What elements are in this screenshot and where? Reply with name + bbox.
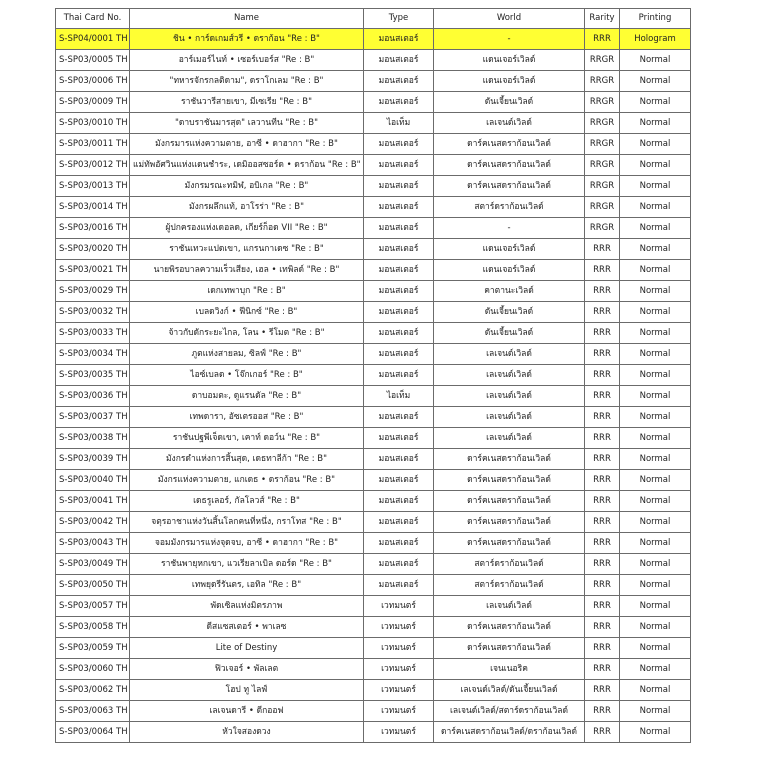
cell-printing: Normal — [620, 407, 691, 428]
table-row — [56, 533, 691, 554]
cell-world: เจนเนอริค — [434, 659, 585, 680]
table-row — [56, 659, 691, 680]
cell-world: ดาร์คเนสดราก้อนเวิลด์ — [434, 134, 585, 155]
cell-rarity: RRR — [585, 638, 620, 659]
cell-world: แดนเจอร์เวิลด์ — [434, 239, 585, 260]
cell-type: มอนสเตอร์ — [364, 92, 434, 113]
cell-rarity: RRR — [585, 575, 620, 596]
cell-world: เลเจนด์เวิลด์/สตาร์ดราก้อนเวิลด์ — [434, 701, 585, 722]
table-row — [56, 407, 691, 428]
cell-rarity: RRGR — [585, 113, 620, 134]
cell-printing: Normal — [620, 155, 691, 176]
cell-card-no: S-SP03/0029 TH — [56, 281, 130, 302]
cell-printing: Normal — [620, 596, 691, 617]
cell-type: มอนสเตอร์ — [364, 533, 434, 554]
cell-printing: Normal — [620, 554, 691, 575]
cell-rarity: RRR — [585, 386, 620, 407]
cell-type: ไอเท็ม — [364, 386, 434, 407]
table-row — [56, 134, 691, 155]
cell-rarity: RRR — [585, 470, 620, 491]
cell-printing: Normal — [620, 701, 691, 722]
header-card-no: Thai Card No. — [56, 9, 130, 29]
cell-name: ผู้ปกครองแห่งเดอลด, เกียร์ก็อด VII "Re : B" — [130, 218, 364, 239]
cell-world: ดาร์คเนสดราก้อนเวิลด์ — [434, 491, 585, 512]
cell-name: เดธรูเลอร์, กัลโลวส์ "Re : B" — [130, 491, 364, 512]
cell-card-no: S-SP03/0035 TH — [56, 365, 130, 386]
cell-rarity: RRR — [585, 554, 620, 575]
cell-card-no: S-SP03/0006 TH — [56, 71, 130, 92]
cell-world: ดาร์คเนสดราก้อนเวิลด์/ดราก้อนเวิลด์ — [434, 722, 585, 743]
cell-world: สตาร์ดราก้อนเวิลด์ — [434, 575, 585, 596]
cell-world: คาตานะเวิลด์ — [434, 281, 585, 302]
table-row — [56, 638, 691, 659]
cell-card-no: S-SP03/0041 TH — [56, 491, 130, 512]
cell-type: มอนสเตอร์ — [364, 302, 434, 323]
cell-printing: Normal — [620, 575, 691, 596]
cell-name: เลเจนดารี • ดีกออฟ — [130, 701, 364, 722]
cell-name: มังกรแห่งความตาย, แกเดธ • ดราก้อน "Re : B" — [130, 470, 364, 491]
cell-name: เทพดารา, อัซเตรออส "Re : B" — [130, 407, 364, 428]
cell-printing: Normal — [620, 428, 691, 449]
cell-printing: Normal — [620, 281, 691, 302]
cell-world: แดนเจอร์เวิลด์ — [434, 260, 585, 281]
cell-type: เวทมนตร์ — [364, 722, 434, 743]
table-row — [56, 197, 691, 218]
cell-type: มอนสเตอร์ — [364, 260, 434, 281]
cell-type: มอนสเตอร์ — [364, 176, 434, 197]
cell-printing: Normal — [620, 533, 691, 554]
table-row — [56, 365, 691, 386]
card-list-table — [55, 8, 691, 743]
cell-type: ไอเท็ม — [364, 113, 434, 134]
cell-world: เลเจนด์เวิลด์/ดันเจี้ยนเวิลด์ — [434, 680, 585, 701]
cell-type: มอนสเตอร์ — [364, 449, 434, 470]
cell-card-no: S-SP03/0050 TH — [56, 575, 130, 596]
cell-name: มังกรผลึกแท้, อาโรร่า "Re : B" — [130, 197, 364, 218]
cell-rarity: RRR — [585, 449, 620, 470]
cell-type: มอนสเตอร์ — [364, 218, 434, 239]
cell-printing: Normal — [620, 239, 691, 260]
cell-rarity: RRR — [585, 281, 620, 302]
cell-name: ดาบอมตะ, ดูแรนดัล "Re : B" — [130, 386, 364, 407]
cell-rarity: RRR — [585, 596, 620, 617]
table-row — [56, 302, 691, 323]
cell-name: ราชันพายุหกเขา, แวเรียลาเบิล ดอร์ด "Re : B" — [130, 554, 364, 575]
table-row — [56, 449, 691, 470]
cell-card-no: S-SP03/0037 TH — [56, 407, 130, 428]
cell-world: ดันเจี้ยนเวิลด์ — [434, 92, 585, 113]
cell-rarity: RRR — [585, 344, 620, 365]
cell-type: มอนสเตอร์ — [364, 575, 434, 596]
cell-world: ดาร์คเนสดราก้อนเวิลด์ — [434, 512, 585, 533]
cell-rarity: RRR — [585, 260, 620, 281]
cell-card-no: S-SP03/0011 TH — [56, 134, 130, 155]
cell-name: มังกรมรณะทมิฬ, อบิเกล "Re : B" — [130, 176, 364, 197]
cell-printing: Hologram — [620, 29, 691, 50]
cell-type: เวทมนตร์ — [364, 701, 434, 722]
table-row — [56, 491, 691, 512]
cell-world: สตาร์ดราก้อนเวิลด์ — [434, 197, 585, 218]
cell-card-no: S-SP03/0010 TH — [56, 113, 130, 134]
cell-rarity: RRR — [585, 428, 620, 449]
cell-world: ดันเจี้ยนเวิลด์ — [434, 323, 585, 344]
cell-card-no: S-SP03/0057 TH — [56, 596, 130, 617]
table-row — [56, 617, 691, 638]
cell-type: มอนสเตอร์ — [364, 512, 434, 533]
cell-rarity: RRR — [585, 512, 620, 533]
cell-printing: Normal — [620, 113, 691, 134]
cell-rarity: RRR — [585, 701, 620, 722]
cell-card-no: S-SP03/0040 TH — [56, 470, 130, 491]
cell-rarity: RRR — [585, 722, 620, 743]
cell-card-no: S-SP04/0001 TH — [56, 29, 130, 50]
table-row — [56, 701, 691, 722]
cell-world: ดาร์คเนสดราก้อนเวิลด์ — [434, 449, 585, 470]
cell-name: ดีสแซสเตอร์ • พาเลซ — [130, 617, 364, 638]
table-row — [56, 722, 691, 743]
cell-name: Lite of Destiny — [130, 638, 364, 659]
cell-card-no: S-SP03/0064 TH — [56, 722, 130, 743]
cell-card-no: S-SP03/0021 TH — [56, 260, 130, 281]
cell-card-no: S-SP03/0005 TH — [56, 50, 130, 71]
cell-name: โฮป ทู ไลฟ์ — [130, 680, 364, 701]
table-body — [56, 29, 691, 743]
cell-name: ภูตแห่งสายลม, ซิลฟ์ "Re : B" — [130, 344, 364, 365]
cell-name: "ทหารจักรกลติดาม", ดราโกเลม "Re : B" — [130, 71, 364, 92]
cell-name: เบลดวิงก์ • ฟีนิกซ์ "Re : B" — [130, 302, 364, 323]
cell-rarity: RRR — [585, 533, 620, 554]
cell-card-no: S-SP03/0020 TH — [56, 239, 130, 260]
cell-name: จอมมังกรมารแห่งจุดจบ, อาซี • ดาฮากา "Re : B" — [130, 533, 364, 554]
cell-type: มอนสเตอร์ — [364, 29, 434, 50]
cell-name: นายพิรอบาลความเร็วเสียง, เฮล • เทพิลด์ "Re : B" — [130, 260, 364, 281]
cell-type: มอนสเตอร์ — [364, 554, 434, 575]
table-row — [56, 596, 691, 617]
table-row — [56, 680, 691, 701]
table-row — [56, 386, 691, 407]
table-row — [56, 512, 691, 533]
cell-type: เวทมนตร์ — [364, 659, 434, 680]
table-row — [56, 470, 691, 491]
cell-printing: Normal — [620, 386, 691, 407]
cell-rarity: RRGR — [585, 92, 620, 113]
table-row — [56, 239, 691, 260]
cell-printing: Normal — [620, 722, 691, 743]
cell-name: ไอซ์เบลด • โจ๊กเกอร์ "Re : B" — [130, 365, 364, 386]
header-rarity: Rarity — [585, 9, 620, 29]
cell-printing: Normal — [620, 176, 691, 197]
cell-printing: Normal — [620, 260, 691, 281]
table-row — [56, 113, 691, 134]
cell-printing: Normal — [620, 617, 691, 638]
header-type: Type — [364, 9, 434, 29]
cell-printing: Normal — [620, 365, 691, 386]
cell-world: ดาร์คเนสดราก้อนเวิลด์ — [434, 617, 585, 638]
cell-rarity: RRR — [585, 29, 620, 50]
cell-type: มอนสเตอร์ — [364, 239, 434, 260]
cell-rarity: RRGR — [585, 155, 620, 176]
cell-card-no: S-SP03/0032 TH — [56, 302, 130, 323]
cell-world: เลเจนด์เวิลด์ — [434, 365, 585, 386]
cell-world: ดาร์คเนสดราก้อนเวิลด์ — [434, 176, 585, 197]
cell-world: เลเจนด์เวิลด์ — [434, 407, 585, 428]
cell-name: ฟิวเจอร์ • พัลเลต — [130, 659, 364, 680]
cell-rarity: RRR — [585, 365, 620, 386]
table-row — [56, 344, 691, 365]
table-row — [56, 218, 691, 239]
cell-world: เลเจนด์เวิลด์ — [434, 113, 585, 134]
cell-world: เลเจนด์เวิลด์ — [434, 596, 585, 617]
cell-card-no: S-SP03/0036 TH — [56, 386, 130, 407]
cell-card-no: S-SP03/0043 TH — [56, 533, 130, 554]
cell-printing: Normal — [620, 302, 691, 323]
cell-rarity: RRGR — [585, 134, 620, 155]
cell-world: ดาร์คเนสดราก้อนเวิลด์ — [434, 155, 585, 176]
cell-world: แดนเจอร์เวิลด์ — [434, 71, 585, 92]
cell-type: เวทมนตร์ — [364, 617, 434, 638]
cell-card-no: S-SP03/0033 TH — [56, 323, 130, 344]
cell-name: ชิน • การ์ดเกมส์วรี • ดราก้อน "Re : B" — [130, 29, 364, 50]
cell-card-no: S-SP03/0063 TH — [56, 701, 130, 722]
cell-printing: Normal — [620, 491, 691, 512]
cell-world: เลเจนด์เวิลด์ — [434, 428, 585, 449]
cell-name: เทพยุดรีรันตร, เอทิล "Re : B" — [130, 575, 364, 596]
cell-card-no: S-SP03/0062 TH — [56, 680, 130, 701]
table-row-highlighted — [56, 29, 691, 50]
table-row — [56, 554, 691, 575]
cell-rarity: RRGR — [585, 218, 620, 239]
cell-card-no: S-SP03/0059 TH — [56, 638, 130, 659]
cell-card-no: S-SP03/0039 TH — [56, 449, 130, 470]
cell-rarity: RRR — [585, 659, 620, 680]
table-row — [56, 92, 691, 113]
cell-printing: Normal — [620, 92, 691, 113]
cell-world: เลเจนด์เวิลด์ — [434, 386, 585, 407]
cell-type: มอนสเตอร์ — [364, 428, 434, 449]
cell-name: "ดาบราชันมารสุด" เลวานทีน "Re : B" — [130, 113, 364, 134]
table-row — [56, 281, 691, 302]
cell-type: เวทมนตร์ — [364, 638, 434, 659]
table-row — [56, 323, 691, 344]
table-row — [56, 71, 691, 92]
cell-type: มอนสเตอร์ — [364, 281, 434, 302]
cell-card-no: S-SP03/0013 TH — [56, 176, 130, 197]
cell-printing: Normal — [620, 512, 691, 533]
cell-name: เดกเทพาบุก "Re : B" — [130, 281, 364, 302]
cell-rarity: RRGR — [585, 197, 620, 218]
cell-printing: Normal — [620, 680, 691, 701]
cell-type: มอนสเตอร์ — [364, 71, 434, 92]
cell-printing: Normal — [620, 638, 691, 659]
cell-world: ดาร์คเนสดราก้อนเวิลด์ — [434, 470, 585, 491]
table-row — [56, 260, 691, 281]
cell-printing: Normal — [620, 197, 691, 218]
cell-printing: Normal — [620, 71, 691, 92]
cell-printing: Normal — [620, 50, 691, 71]
cell-card-no: S-SP03/0012 TH — [56, 155, 130, 176]
cell-name: จ้าวกับดักระยะไกล, โลน • รีโมต "Re : B" — [130, 323, 364, 344]
header-name: Name — [130, 9, 364, 29]
header-printing: Printing — [620, 9, 691, 29]
cell-type: มอนสเตอร์ — [364, 344, 434, 365]
cell-card-no: S-SP03/0038 TH — [56, 428, 130, 449]
cell-type: มอนสเตอร์ — [364, 323, 434, 344]
cell-rarity: RRR — [585, 302, 620, 323]
table-row — [56, 176, 691, 197]
cell-type: มอนสเตอร์ — [364, 50, 434, 71]
cell-world: ดาร์คเนสดราก้อนเวิลด์ — [434, 533, 585, 554]
cell-type: มอนสเตอร์ — [364, 197, 434, 218]
cell-printing: Normal — [620, 218, 691, 239]
cell-name: หัวใจสองดวง — [130, 722, 364, 743]
cell-rarity: RRR — [585, 407, 620, 428]
cell-card-no: S-SP03/0042 TH — [56, 512, 130, 533]
cell-name: จตุรอาชาแห่งวันสิ้นโลกคนที่หนึ่ง, กราโทส "Re : B" — [130, 512, 364, 533]
cell-name: มังกรมารแห่งความตาย, อาซี • ดาฮากา "Re : B" — [130, 134, 364, 155]
cell-card-no: S-SP03/0016 TH — [56, 218, 130, 239]
cell-type: มอนสเตอร์ — [364, 491, 434, 512]
cell-rarity: RRGR — [585, 176, 620, 197]
cell-printing: Normal — [620, 344, 691, 365]
cell-type: มอนสเตอร์ — [364, 134, 434, 155]
cell-rarity: RRR — [585, 617, 620, 638]
cell-rarity: RRR — [585, 680, 620, 701]
cell-type: มอนสเตอร์ — [364, 365, 434, 386]
cell-world: - — [434, 29, 585, 50]
cell-name: ราชันเทวะแปดเขา, แกรนกาเดซ "Re : B" — [130, 239, 364, 260]
cell-type: มอนสเตอร์ — [364, 407, 434, 428]
cell-printing: Normal — [620, 659, 691, 680]
cell-name: ราชันปฐพีเจ็ดเขา, เคาท์ ดอว์น "Re : B" — [130, 428, 364, 449]
cell-world: ดาร์คเนสดราก้อนเวิลด์ — [434, 638, 585, 659]
cell-type: มอนสเตอร์ — [364, 470, 434, 491]
cell-world: ดันเจี้ยนเวิลด์ — [434, 302, 585, 323]
cell-card-no: S-SP03/0060 TH — [56, 659, 130, 680]
cell-name: มังกรดำแห่งการสิ้นสุด, เดธทาลีก้า "Re : B" — [130, 449, 364, 470]
cell-world: สตาร์ดราก้อนเวิลด์ — [434, 554, 585, 575]
cell-type: เวทมนตร์ — [364, 596, 434, 617]
cell-card-no: S-SP03/0014 TH — [56, 197, 130, 218]
cell-card-no: S-SP03/0034 TH — [56, 344, 130, 365]
cell-card-no: S-SP03/0049 TH — [56, 554, 130, 575]
cell-printing: Normal — [620, 323, 691, 344]
cell-rarity: RRR — [585, 491, 620, 512]
cell-printing: Normal — [620, 470, 691, 491]
cell-name: ราชันวารีสายเขา, มีเซเรีย "Re : B" — [130, 92, 364, 113]
cell-rarity: RRR — [585, 323, 620, 344]
cell-name: พัดเซิลแห่งมิตรภาพ — [130, 596, 364, 617]
cell-card-no: S-SP03/0058 TH — [56, 617, 130, 638]
table-row — [56, 155, 691, 176]
cell-world: เลเจนด์เวิลด์ — [434, 344, 585, 365]
cell-printing: Normal — [620, 449, 691, 470]
header-row — [56, 9, 691, 29]
table-row — [56, 428, 691, 449]
cell-rarity: RRR — [585, 239, 620, 260]
table-row — [56, 575, 691, 596]
cell-rarity: RRGR — [585, 50, 620, 71]
cell-printing: Normal — [620, 134, 691, 155]
cell-card-no: S-SP03/0009 TH — [56, 92, 130, 113]
table-row — [56, 50, 691, 71]
cell-type: มอนสเตอร์ — [364, 155, 434, 176]
cell-name: แม่ทัพอัศวินแห่งแดนชำระ, เดมิออสซอร์ด • ดราก้อน "Re : B" — [130, 155, 364, 176]
cell-world: แดนเจอร์เวิลด์ — [434, 50, 585, 71]
header-world: World — [434, 9, 585, 29]
cell-rarity: RRGR — [585, 71, 620, 92]
cell-name: อาร์เมอร์ไนท์ • เซอร์เบอร์ส "Re : B" — [130, 50, 364, 71]
cell-type: เวทมนตร์ — [364, 680, 434, 701]
cell-world: - — [434, 218, 585, 239]
